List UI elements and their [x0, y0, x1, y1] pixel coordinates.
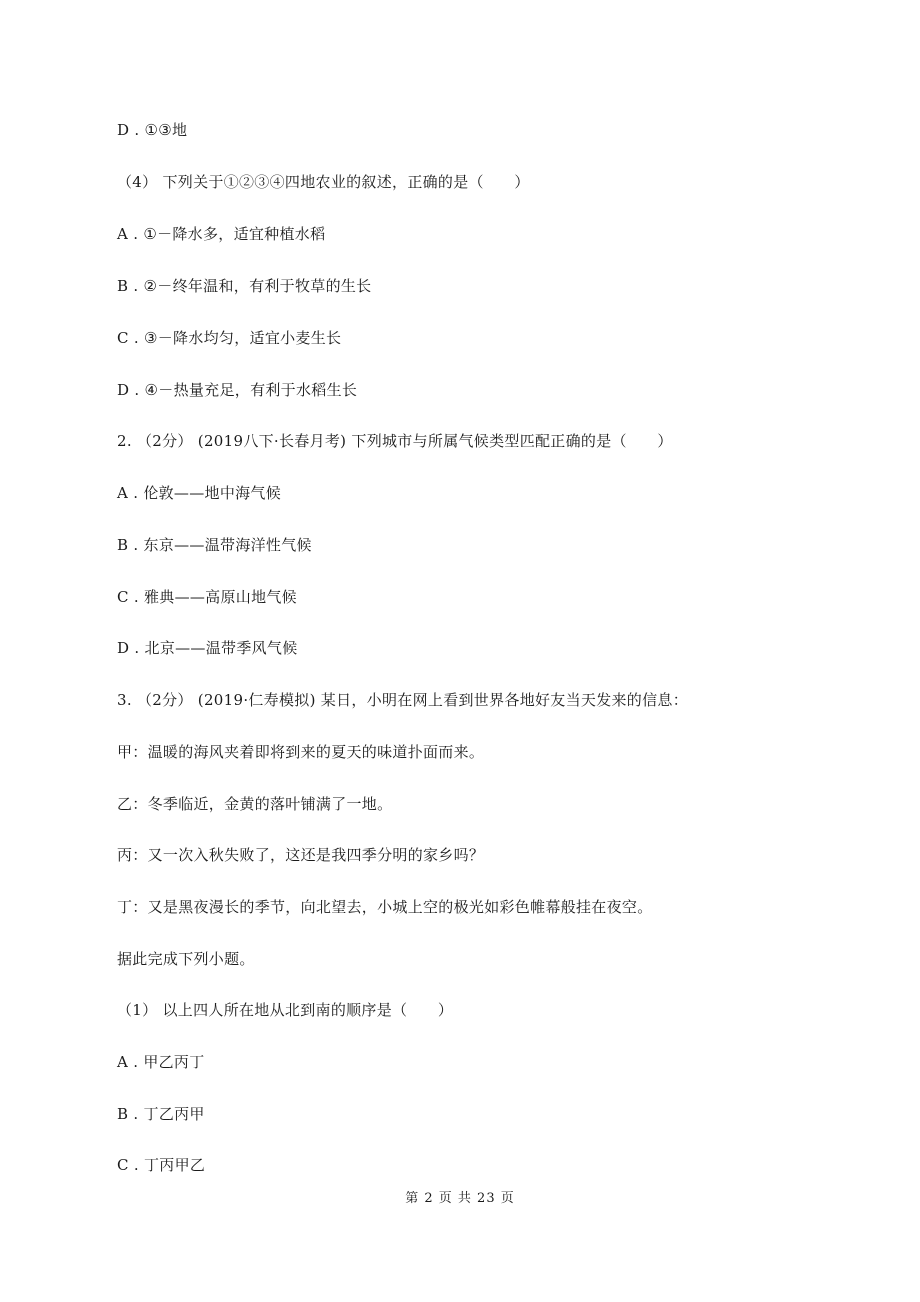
q2-stem: 2. （2分） (2019八下·长春月考) 下列城市与所属气候类型匹配正确的是（ ）	[117, 432, 673, 450]
q2-option-b: B . 东京——温带海洋性气候	[117, 536, 312, 554]
q3-message-ding: 丁：又是黑夜漫长的季节，向北望去，小城上空的极光如彩色帷幕般挂在夜空。	[117, 898, 653, 916]
q1-option-d: D . ①③地	[117, 121, 188, 139]
q3-sub1-option-a: A . 甲乙丙丁	[117, 1053, 205, 1071]
q1-sub4-option-a: A . ①－降水多，适宜种植水稻	[117, 225, 326, 243]
q1-sub4-option-c: C . ③－降水均匀，适宜小麦生长	[117, 329, 342, 347]
q3-sub1-stem: （1） 以上四人所在地从北到南的顺序是（ ）	[117, 1001, 454, 1019]
q2-option-c: C . 雅典——高原山地气候	[117, 588, 297, 606]
q3-instruction: 据此完成下列小题。	[117, 950, 255, 968]
q3-message-jia: 甲：温暖的海风夹着即将到来的夏天的味道扑面而来。	[117, 743, 485, 761]
q3-sub1-option-c: C . 丁丙甲乙	[117, 1156, 206, 1174]
q1-sub4-option-d: D . ④－热量充足，有利于水稻生长	[117, 381, 358, 399]
page-number-footer: 第 2 页 共 23 页	[405, 1191, 515, 1206]
q2-option-d: D . 北京——温带季风气候	[117, 639, 298, 657]
q1-sub4-option-b: B . ②－终年温和，有利于牧草的生长	[117, 277, 372, 295]
q1-sub4-stem: （4） 下列关于①②③④四地农业的叙述，正确的是（ ）	[117, 173, 530, 191]
q3-stem: 3. （2分） (2019·仁寿模拟) 某日，小明在网上看到世界各地好友当天发来的信息：	[117, 691, 689, 709]
q3-sub1-option-b: B . 丁乙丙甲	[117, 1105, 205, 1123]
q3-message-bing: 丙：又一次入秋失败了，这还是我四季分明的家乡吗？	[117, 846, 485, 864]
q3-message-yi: 乙：冬季临近，金黄的落叶铺满了一地。	[117, 795, 393, 813]
q2-option-a: A . 伦敦——地中海气候	[117, 484, 282, 502]
